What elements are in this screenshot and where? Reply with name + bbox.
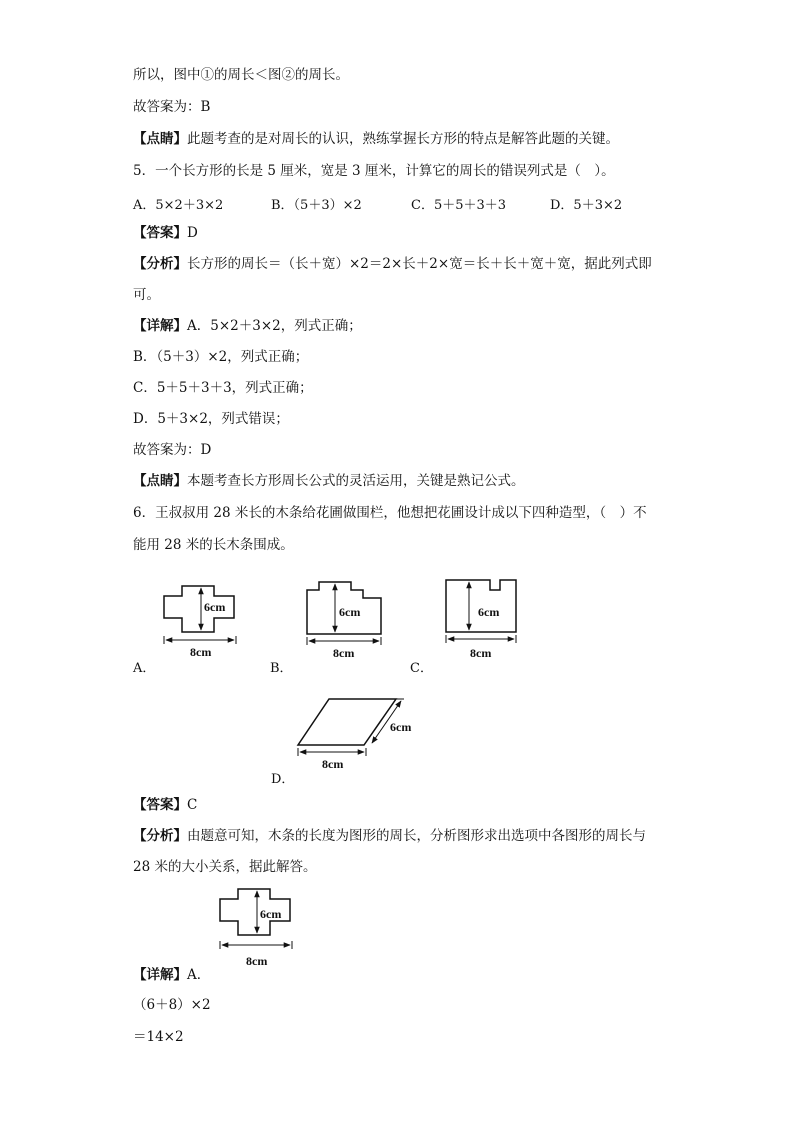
- tag-dianjing: 【点睛】: [133, 473, 187, 489]
- answer-6: [133, 796, 197, 814]
- answer-5: [133, 224, 198, 242]
- figure-b-stepped-shape: [303, 578, 393, 664]
- height-label: 6cm: [390, 720, 412, 734]
- detail-text: A．: [187, 967, 211, 983]
- text-line: 故答案为：B: [133, 99, 211, 115]
- width-label: 8cm: [322, 757, 344, 771]
- width-label: 8cm: [333, 646, 355, 660]
- figure-c-notched-rectangle: [442, 576, 532, 664]
- detail-5: [133, 317, 362, 335]
- q5-option-d: D．5＋3×2: [550, 198, 623, 213]
- note-text: 此题考查的是对周长的认识，熟练掌握长方形的特点是解答此题的关键。: [187, 131, 619, 147]
- detail-5-c: C．5＋5＋3＋3，列式正确；: [133, 380, 313, 396]
- tag-detail: 【详解】: [133, 967, 187, 983]
- q5-option-b: B．（5＋3）×2: [271, 198, 362, 213]
- detail-figure-cross-shape: [216, 887, 306, 967]
- tag-dianjing: 【点睛】: [133, 131, 187, 147]
- analysis-6: [133, 827, 646, 845]
- detail-5-d: D．5＋3×2，列式错误；: [133, 411, 289, 427]
- figure-a-label: A．: [133, 661, 156, 676]
- figure-c-label: C．: [410, 661, 433, 676]
- height-label: 6cm: [260, 907, 282, 921]
- tag-answer: 【答案】: [133, 797, 187, 813]
- answer-value: C: [187, 797, 198, 813]
- analysis-5-cont: 可。: [133, 287, 160, 303]
- analysis-5: [133, 255, 652, 273]
- calc-line-1: （6＋8）×2: [133, 997, 211, 1013]
- tag-analysis: 【分析】: [133, 828, 187, 844]
- figure-d-label: D．: [271, 772, 295, 787]
- height-label: 6cm: [478, 605, 500, 619]
- width-label: 8cm: [190, 645, 212, 659]
- height-label: 6cm: [339, 605, 361, 619]
- detail-5-b: B．（5＋3）×2，列式正确；: [133, 349, 309, 365]
- question-5: 5．一个长方形的长是 5 厘米，宽是 3 厘米，计算它的周长的错误列式是（ ）。: [133, 163, 615, 179]
- note-text: 本题考查长方形周长公式的灵活运用，关键是熟记公式。: [187, 473, 525, 489]
- analysis-text: 由题意可知，木条的长度为图形的周长，分析图形求出选项中各图形的周长与: [187, 828, 646, 844]
- text-line: [133, 130, 619, 148]
- q5-option-c: C．5＋5＋3＋3: [411, 198, 507, 213]
- tag-analysis: 【分析】: [133, 256, 187, 272]
- figure-b-label: B．: [270, 661, 293, 676]
- question-6-cont: 能用 28 米的长木条围成。: [133, 537, 294, 553]
- analysis-text: 长方形的周长＝（长＋宽）×2＝2×长＋2×宽＝长＋长＋宽＋宽，据此列式即: [187, 256, 652, 272]
- figure-d-parallelogram: [292, 690, 432, 776]
- width-label: 8cm: [246, 954, 268, 968]
- answer-value: D: [187, 225, 198, 241]
- tag-detail: 【详解】: [133, 318, 187, 334]
- analysis-6-cont: 28 米的大小关系，据此解答。: [133, 859, 317, 875]
- note-5: [133, 472, 525, 490]
- height-label: 6cm: [204, 600, 226, 614]
- calc-line-2: ＝14×2: [133, 1029, 184, 1045]
- question-6: 6．王叔叔用 28 米长的木条给花圃做围栏，他想把花圃设计成以下四种造型，（ ）不: [133, 505, 647, 521]
- text-line: 所以，图中①的周长＜图②的周长。: [133, 67, 349, 83]
- q5-option-a: A．5×2＋3×2: [133, 198, 224, 213]
- tag-answer: 【答案】: [133, 225, 187, 241]
- detail-text: A．5×2＋3×2，列式正确；: [187, 318, 362, 334]
- figure-a-cross-shape: [160, 584, 250, 664]
- final-answer-5: 故答案为：D: [133, 442, 212, 458]
- detail-6: [133, 966, 210, 984]
- width-label: 8cm: [470, 646, 492, 660]
